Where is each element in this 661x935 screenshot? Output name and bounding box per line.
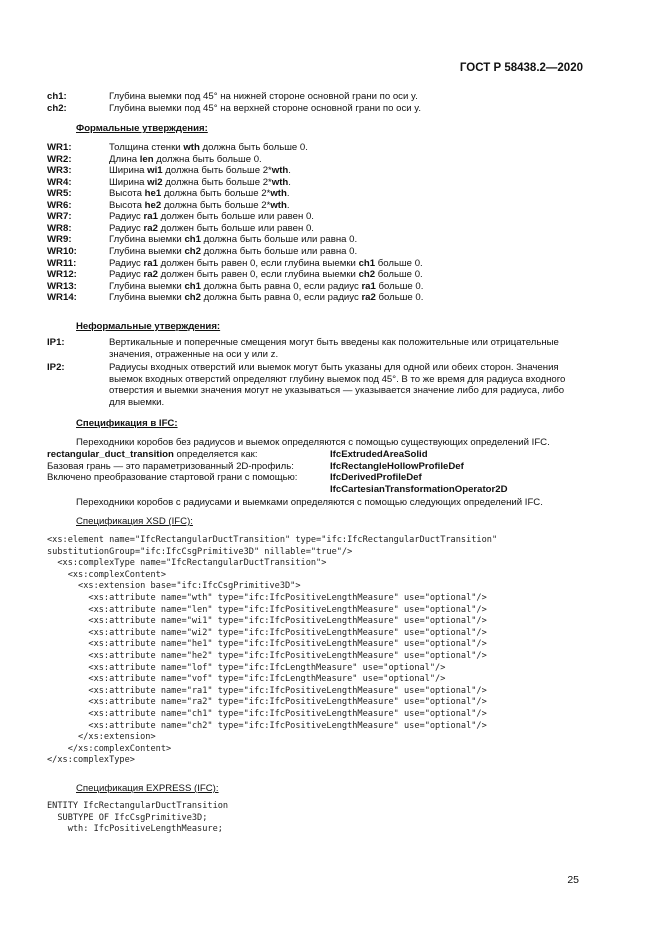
formal-item <box>47 188 607 199</box>
ifc-outro: Переходники коробов с радиусами и выемками определяются с помощью следующих определений IFC. <box>76 497 543 508</box>
ifc-left-line: Базовая грань — это параметризованный 2D-профиль: <box>47 460 294 472</box>
formal-item <box>47 142 607 153</box>
formal-item-id: WR8: <box>47 222 72 234</box>
xsd-line: </xs:complexType> <box>47 755 135 766</box>
express-heading: Спецификация EXPRESS (IFC): <box>76 783 219 794</box>
express-line: wth: IfcPositiveLengthMeasure; <box>47 824 223 835</box>
formal-item-text: Радиус ra2 должен быть больше или равен 0. <box>109 222 314 234</box>
formal-item-text: Глубина выемки ch1 должна быть больше или равна 0. <box>109 234 358 246</box>
page-number: 25 <box>567 874 579 886</box>
informal-heading: Неформальные утверждения: <box>76 321 221 332</box>
xsd-line: <xs:attribute name="ra2" type="ifc:IfcPositiveLengthMeasure" use="optional"/> <box>47 697 487 708</box>
ifc-definition: IfcExtrudedAreaSolid <box>330 449 428 460</box>
xsd-line: </xs:extension> <box>47 732 156 743</box>
formal-item-id: WR5: <box>47 188 72 200</box>
express-code-block <box>47 801 228 836</box>
formal-item-id: WR12: <box>47 269 77 281</box>
ifc-definition: IfcCartesianTransformationOperator2D <box>330 483 508 495</box>
formal-item-id: WR4: <box>47 176 72 188</box>
ifc-left-line: Включено преобразование стартовой грани с помощью: <box>47 472 298 483</box>
formal-item-id: WR1: <box>47 142 72 153</box>
formal-item-text: Ширина wi1 должна быть больше 2*wth. <box>109 165 291 177</box>
xsd-line: <xs:attribute name="he1" type="ifc:IfcPositiveLengthMeasure" use="optional"/> <box>47 639 487 650</box>
informal-item-line: Радиусы входных отверстий или выемок могут быть указаны для одной или обеих сторон. Значения <box>109 362 559 374</box>
ifc-definition: IfcDerivedProfileDef <box>330 472 422 483</box>
formal-item-text: Радиус ra1 должен быть больше или равен 0. <box>109 211 314 223</box>
formal-item-id: WR13: <box>47 280 77 292</box>
informal-item-line: выемок входных отверстий определяют глубину выемок под 45°. В то же время для радиуса входного <box>109 373 566 385</box>
informal-item-line: значения, отраженные на оси y или z. <box>109 348 279 360</box>
formal-item <box>47 165 607 176</box>
formal-item-text: Радиус ra1 должен быть равен 0, если глубина выемки ch1 больше 0. <box>109 257 423 269</box>
formal-item-id: WR9: <box>47 234 72 246</box>
xsd-line: <xs:attribute name="lof" type="ifc:IfcLengthMeasure" use="optional"/> <box>47 662 446 673</box>
express-line: ENTITY IfcRectangularDuctTransition <box>47 801 229 811</box>
formal-item-text: Высота he2 должна быть больше 2*wth. <box>109 199 290 211</box>
informal-item-id: IP2: <box>47 362 65 374</box>
formal-item-text: Длина len должна быть больше 0. <box>109 153 262 165</box>
formal-item-text: Высота he1 должна быть больше 2*wth. <box>109 188 290 200</box>
xsd-line: <xs:attribute name="vof" type="ifc:IfcLengthMeasure" use="optional"/> <box>47 674 446 685</box>
ch-def-item <box>47 103 607 114</box>
formal-item-text: Толщина стенки wth должна быть больше 0. <box>109 142 308 153</box>
xsd-line: <xs:attribute name="he2" type="ifc:IfcPositiveLengthMeasure" use="optional"/> <box>47 650 487 661</box>
formal-item-text: Глубина выемки ch2 должна быть больше или равна 0. <box>109 245 358 257</box>
formal-item-text: Глубина выемки ch2 должна быть равна 0, если радиус ra2 больше 0. <box>109 292 424 304</box>
xsd-heading: Спецификация XSD (IFC): <box>76 516 193 527</box>
formal-item-id: WR3: <box>47 165 72 177</box>
xsd-line: <xs:extension base="ifc:IfcCsgPrimitive3D"> <box>47 581 301 592</box>
formal-item <box>47 258 607 269</box>
ch-def-item-text: Глубина выемки под 45° на верхней стороне основной грани по оси y. <box>109 102 422 114</box>
formal-item <box>47 177 607 188</box>
formal-heading: Формальные утверждения: <box>76 123 208 134</box>
formal-item-id: WR7: <box>47 211 72 223</box>
xsd-line: <xs:attribute name="ch2" type="ifc:IfcPositiveLengthMeasure" use="optional"/> <box>47 720 487 731</box>
ch-def-item-id: ch2: <box>47 102 67 114</box>
ch-def-item-id: ch1: <box>47 91 67 102</box>
formal-item <box>47 223 607 234</box>
formal-item-id: WR10: <box>47 245 77 257</box>
xsd-line: <xs:attribute name="wi1" type="ifc:IfcPositiveLengthMeasure" use="optional"/> <box>47 616 487 627</box>
formal-item <box>47 211 607 222</box>
ifc-intro: Переходники коробов без радиусов и выемок определяются с помощью существующих определений IFC. <box>76 437 550 448</box>
xsd-code-block <box>47 535 497 767</box>
ch-def-item-text: Глубина выемки под 45° на нижней стороне основной грани по оси y. <box>109 91 418 102</box>
xsd-line: <xs:attribute name="wth" type="ifc:IfcPositiveLengthMeasure" use="optional"/> <box>47 592 487 603</box>
xsd-line: <xs:attribute name="len" type="ifc:IfcPositiveLengthMeasure" use="optional"/> <box>47 604 487 615</box>
informal-item-id: IP1: <box>47 337 65 348</box>
xsd-line: <xs:attribute name="wi2" type="ifc:IfcPositiveLengthMeasure" use="optional"/> <box>47 627 487 638</box>
formal-item <box>47 234 607 245</box>
ifc-definition: IfcRectangleHollowProfileDef <box>330 460 464 472</box>
informal-item-line: Вертикальные и поперечные смещения могут быть введены как положительные или отрицательные <box>109 337 559 348</box>
informal-item-line: для выемки. <box>109 397 165 408</box>
xsd-line: </xs:complexContent> <box>47 743 172 754</box>
xsd-line: <xs:complexType name="IfcRectangularDuctTransition"> <box>47 558 327 569</box>
formal-item <box>47 246 607 257</box>
formal-item-text: Ширина wi2 должна быть больше 2*wth. <box>109 176 291 188</box>
formal-item-text: Радиус ra2 должен быть равен 0, если глубина выемки ch2 больше 0. <box>109 269 423 281</box>
page-header: ГОСТ Р 58438.2—2020 <box>459 62 583 74</box>
informal-item-line: отверстия и выемки значения могут не указываться — указывается значение либо для радиуса, либо <box>109 385 565 397</box>
formal-item-id: WR2: <box>47 153 72 165</box>
formal-item <box>47 200 607 211</box>
formal-item-text: Глубина выемки ch1 должна быть равна 0, если радиус ra1 больше 0. <box>109 280 424 292</box>
xsd-line: substitutionGroup="ifc:IfcCsgPrimitive3D" nillable="true"/> <box>47 546 353 557</box>
formal-item <box>47 269 607 280</box>
formal-item-id: WR6: <box>47 199 72 211</box>
xsd-line: <xs:attribute name="ra1" type="ifc:IfcPositiveLengthMeasure" use="optional"/> <box>47 685 487 696</box>
ifc-heading: Спецификация в IFC: <box>76 418 178 429</box>
formal-item <box>47 154 607 165</box>
formal-item-id: WR11: <box>47 257 77 269</box>
xsd-line: <xs:attribute name="ch1" type="ifc:IfcPositiveLengthMeasure" use="optional"/> <box>47 708 487 719</box>
formal-item <box>47 292 607 303</box>
formal-item-id: WR14: <box>47 292 77 304</box>
xsd-line: <xs:element name="IfcRectangularDuctTransition" type="ifc:IfcRectangularDuctTransition" <box>47 535 498 545</box>
ch-def-item <box>47 91 607 102</box>
express-line: SUBTYPE OF IfcCsgPrimitive3D; <box>47 812 208 823</box>
formal-item <box>47 281 607 292</box>
ifc-left-line: rectangular_duct_transition определяется как: <box>47 449 258 460</box>
xsd-line: <xs:complexContent> <box>47 569 166 580</box>
